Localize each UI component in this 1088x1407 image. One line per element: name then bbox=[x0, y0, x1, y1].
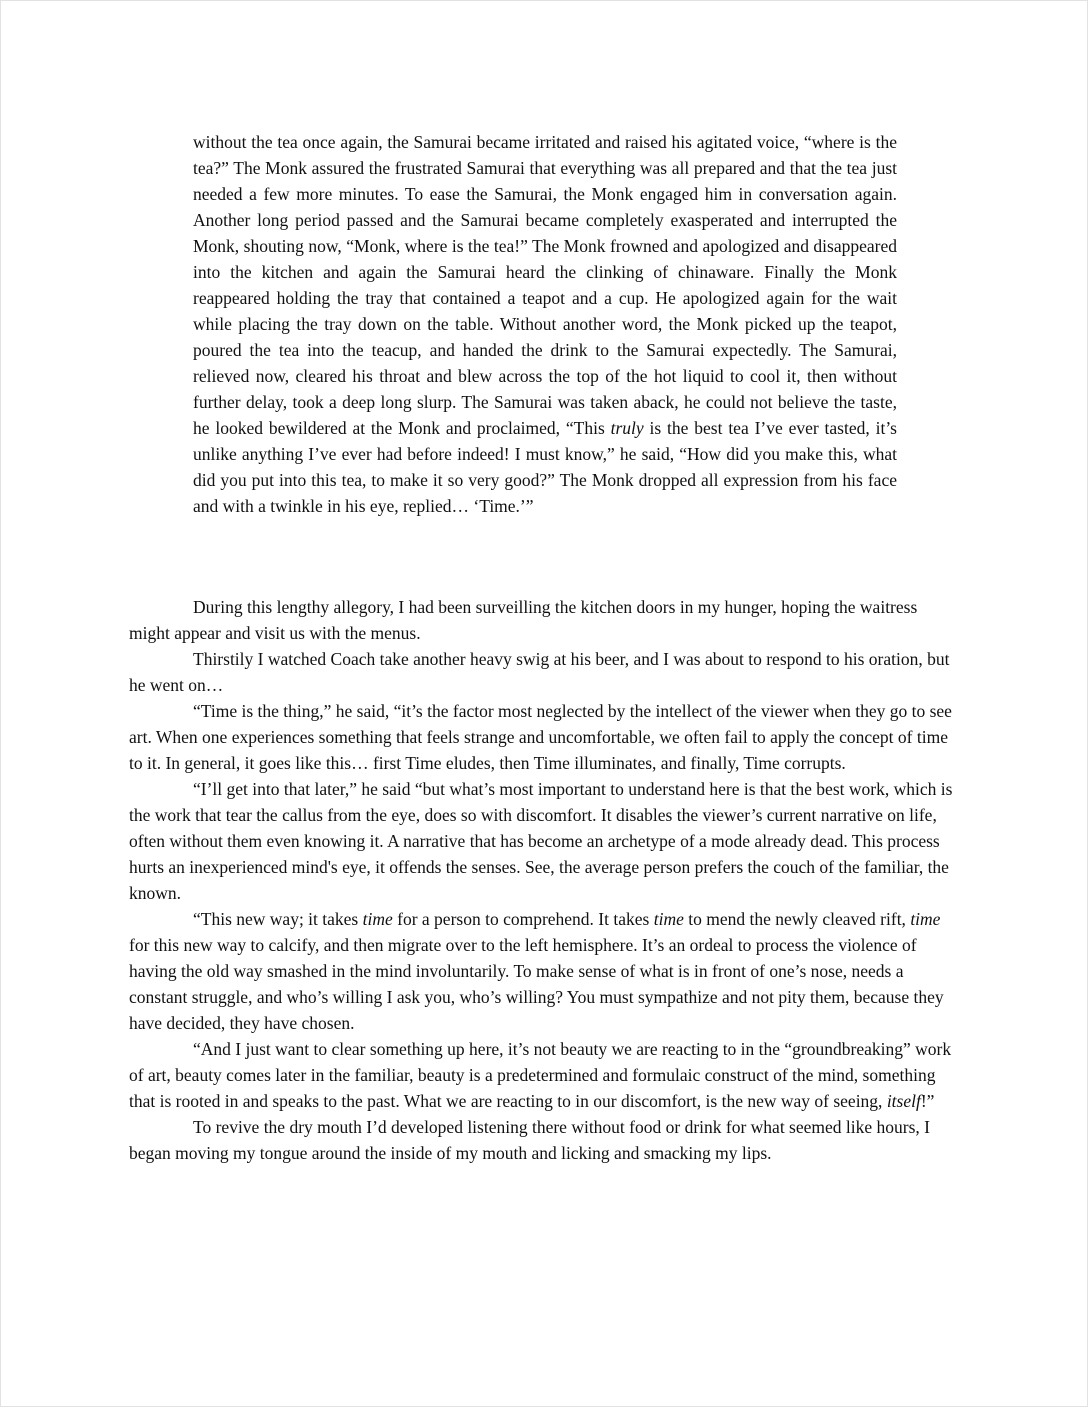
paragraph-5-text-a: “This new way; it takes bbox=[193, 909, 363, 929]
paragraph-1: During this lengthy allegory, I had been surveilling the kitchen doors in my hunger, hoping the waitress might appear and visit us with the menus. bbox=[129, 597, 918, 643]
paragraph-3: “Time is the thing,” he said, “it’s the factor most neglected by the intellect of the viewer when they go to see art. When one experiences something that feels strange and uncomfortable, we often fail to apply the concept of time to it. In general, it goes like this… first Time eludes, then Time illuminates, and finally, Time corrupts. bbox=[129, 701, 952, 773]
paragraph-6 bbox=[129, 1036, 961, 1114]
paragraph-5-text-d: for this new way to calcify, and then migrate over to the left hemisphere. It’s an ordeal to process the violence of having the old way smashed in the mind involuntarily. To make sense of what is in front of one’s nose, needs a constant struggle, and who’s willing I ask you, who’s willing? You must sympathize and not pity them, because they have decided, they have chosen. bbox=[129, 935, 944, 1033]
emphasis-time: time bbox=[910, 909, 941, 929]
paragraph-5-text-b: for a person to comprehend. It takes bbox=[392, 909, 654, 929]
body-text bbox=[129, 594, 961, 1166]
paragraph-7: To revive the dry mouth I’d developed listening there without food or drink for what seemed like hours, I began moving my tongue around the inside of my mouth and licking and smacking my lips. bbox=[129, 1117, 930, 1163]
block-quote-paragraph bbox=[193, 129, 897, 519]
emphasis-time: time bbox=[362, 909, 393, 929]
block-quote bbox=[193, 129, 897, 519]
emphasis-truly: truly bbox=[610, 418, 644, 438]
block-quote-text-continued: is the best tea I’ve ever tasted, it’s unlike anything I’ve ever had before indeed! I must know,” he said, “How did you make this, what did you put into this tea, to make it so very good?” The Monk dropped all expression from his face and with a twinkle in his eye, replied… ‘Time.’” bbox=[193, 418, 897, 516]
paragraph-5 bbox=[129, 906, 961, 1036]
paragraph-6-text-a: “And I just want to clear something up here, it’s not beauty we are reacting to in the “groundbreaking” work of art, beauty comes later in the familiar, beauty is a predetermined and formulaic construct of the mind, something that is rooted in and speaks to the past. What we are reacting to in our discomfort, is the new way of seeing, bbox=[129, 1039, 952, 1111]
emphasis-itself: itself bbox=[886, 1091, 921, 1111]
paragraph-4: “I’ll get into that later,” he said “but what’s most important to understand here is that the best work, which is the work that tear the callus from the eye, does so with discomfort. It disables the viewer’s current narrative on life, often without them even knowing it. A narrative that has become an archetype of a mode already dead. This process hurts an inexperienced mind's eye, it offends the senses. See, the average person prefers the couch of the familiar, the known. bbox=[129, 779, 953, 903]
paragraph-6-text-b: !” bbox=[920, 1091, 935, 1111]
paragraph-5-text-c: to mend the newly cleaved rift, bbox=[683, 909, 911, 929]
emphasis-time: time bbox=[653, 909, 684, 929]
paragraph-2: Thirstily I watched Coach take another heavy swig at his beer, and I was about to respond to his oration, but he went on… bbox=[129, 649, 950, 695]
block-quote-text: without the tea once again, the Samurai became irritated and raised his agitated voice, “where is the tea?” The Monk assured the frustrated Samurai that everything was all prepared and that the tea just needed a few more minutes. To ease the Samurai, the Monk engaged him in conversation again. Another long period passed and the Samurai became completely exasperated and interrupted the Monk, shouting now, “Monk, where is the tea!” The Monk frowned and apologized and disappeared into the kitchen and again the Samurai heard the clinking of chinaware. Finally the Monk reappeared holding the tray that contained a teapot and a cup. He apologized again for the wait while placing the tray down on the table. Without another word, the Monk picked up the teapot, poured the tea into the teacup, and handed the drink to the Samurai expectedly. The Samurai, relieved now, cleared his throat and blew across the top of the hot liquid to cool it, then without further delay, took a deep long slurp. The Samurai was taken aback, he could not believe the taste, he looked bewildered at the Monk and proclaimed, “This bbox=[193, 132, 897, 438]
